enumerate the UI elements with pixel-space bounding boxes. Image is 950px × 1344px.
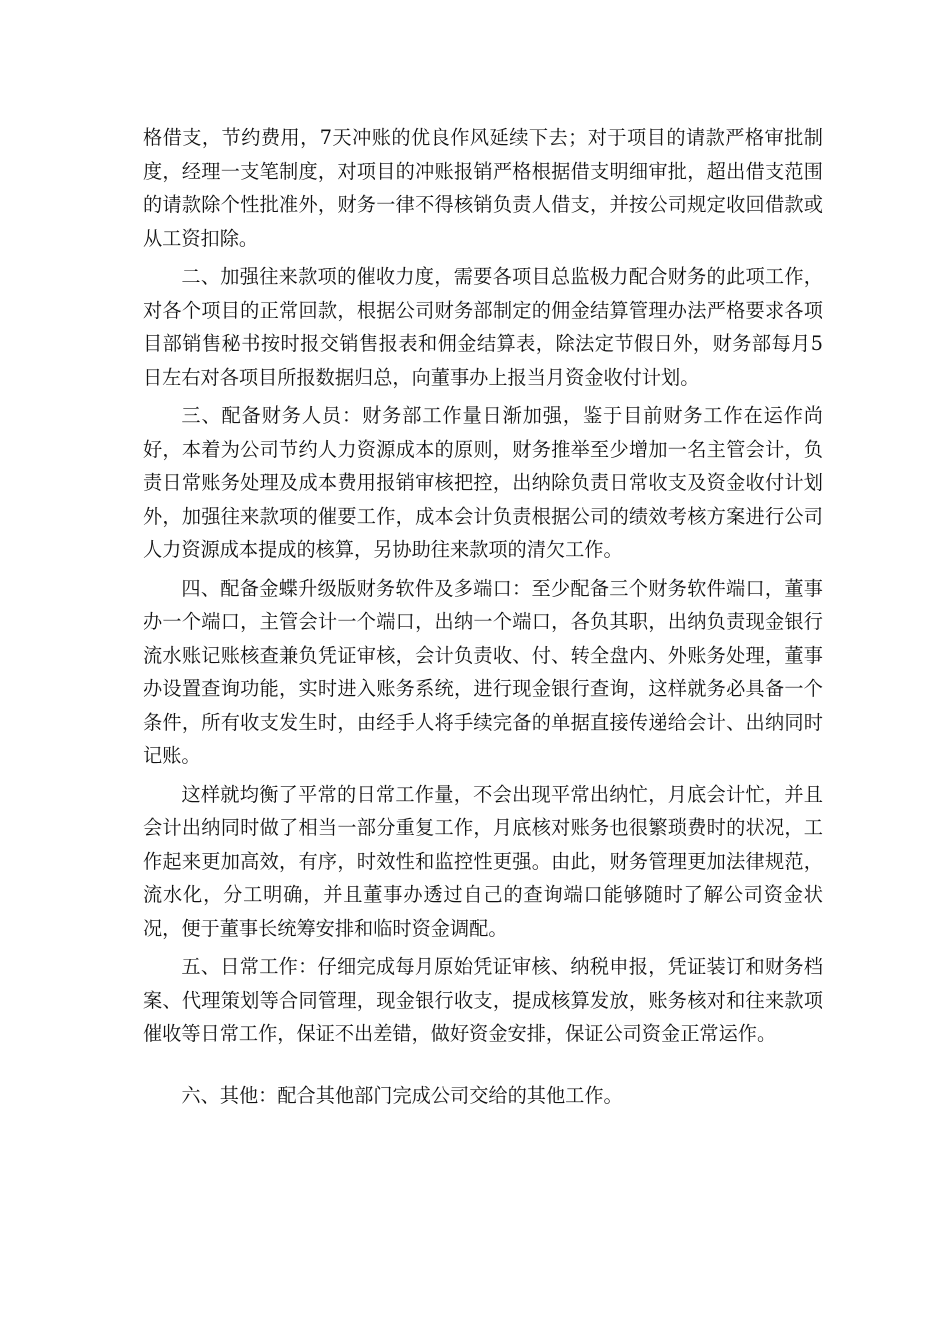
paragraph-section-4: 四、配备金蝶升级版财务软件及多端口：至少配备三个财务软件端口，董事办一个端口，主管会计一个端口，出纳一个端口，各负其职，出纳负责现金银行流水账记账核查兼负凭证审核，会计负责收、付、转全盘内、外账务处理，董事办设置查询功能，实时进入账务系统，进行现金银行查询，这样就务必具备一个条件，所有收支发生时，由经手人将手续完备的单据直接传递给会计、出纳同时记账。 xyxy=(143,576,823,767)
paragraph-section-2: 二、加强往来款项的催收力度，需要各项目总监极力配合财务的此项工作，对各个项目的正常回款，根据公司财务部制定的佣金结算管理办法严格要求各项目部销售秘书按时报交销售报表和佣金结算表，除法定节假日外，财务部每月5日左右对各项目所报数据归总，向董事办上报当月资金收付计划。 xyxy=(143,265,823,389)
paragraph-section-5: 五、日常工作：仔细完成每月原始凭证审核、纳税申报，凭证装订和财务档案、代理策划等合同管理，现金银行收支，提成核算发放，账务核对和往来款项催收等日常工作，保证不出差错，做好资金安排，保证公司资金正常运作。 xyxy=(143,955,823,1045)
document-body xyxy=(143,121,823,1117)
paragraph-continuation: 格借支，节约费用，7天冲账的优良作风延续下去；对于项目的请款严格审批制度，经理一支笔制度，对项目的冲账报销严格根据借支明细审批，超出借支范围的请款除个性批准外，财务一律不得核销负责人借支，并按公司规定收回借款或从工资扣除。 xyxy=(143,126,823,250)
paragraph-balance-note: 这样就均衡了平常的日常工作量，不会出现平常出纳忙，月底会计忙，并且会计出纳同时做了相当一部分重复工作，月底核对账务也很繁琐费时的状况，工作起来更加高效，有序，时效性和监控性更强。由此，财务管理更加法律规范，流水化，分工明确，并且董事办透过自己的查询端口能够随时了解公司资金状况，便于董事长统筹安排和临时资金调配。 xyxy=(143,782,823,940)
paragraph-section-6: 六、其他：配合其他部门完成公司交给的其他工作。 xyxy=(181,1083,623,1107)
paragraph-section-3: 三、配备财务人员：财务部工作量日渐加强，鉴于目前财务工作在运作尚好，本着为公司节约人力资源成本的原则，财务推举至少增加一名主管会计，负责日常账务处理及成本费用报销审核把控，出纳除负责日常收支及资金收付计划外，加强往来款项的催要工作，成本会计负责根据公司的绩效考核方案进行公司人力资源成本提成的核算，另协助往来款项的清欠工作。 xyxy=(143,404,823,561)
